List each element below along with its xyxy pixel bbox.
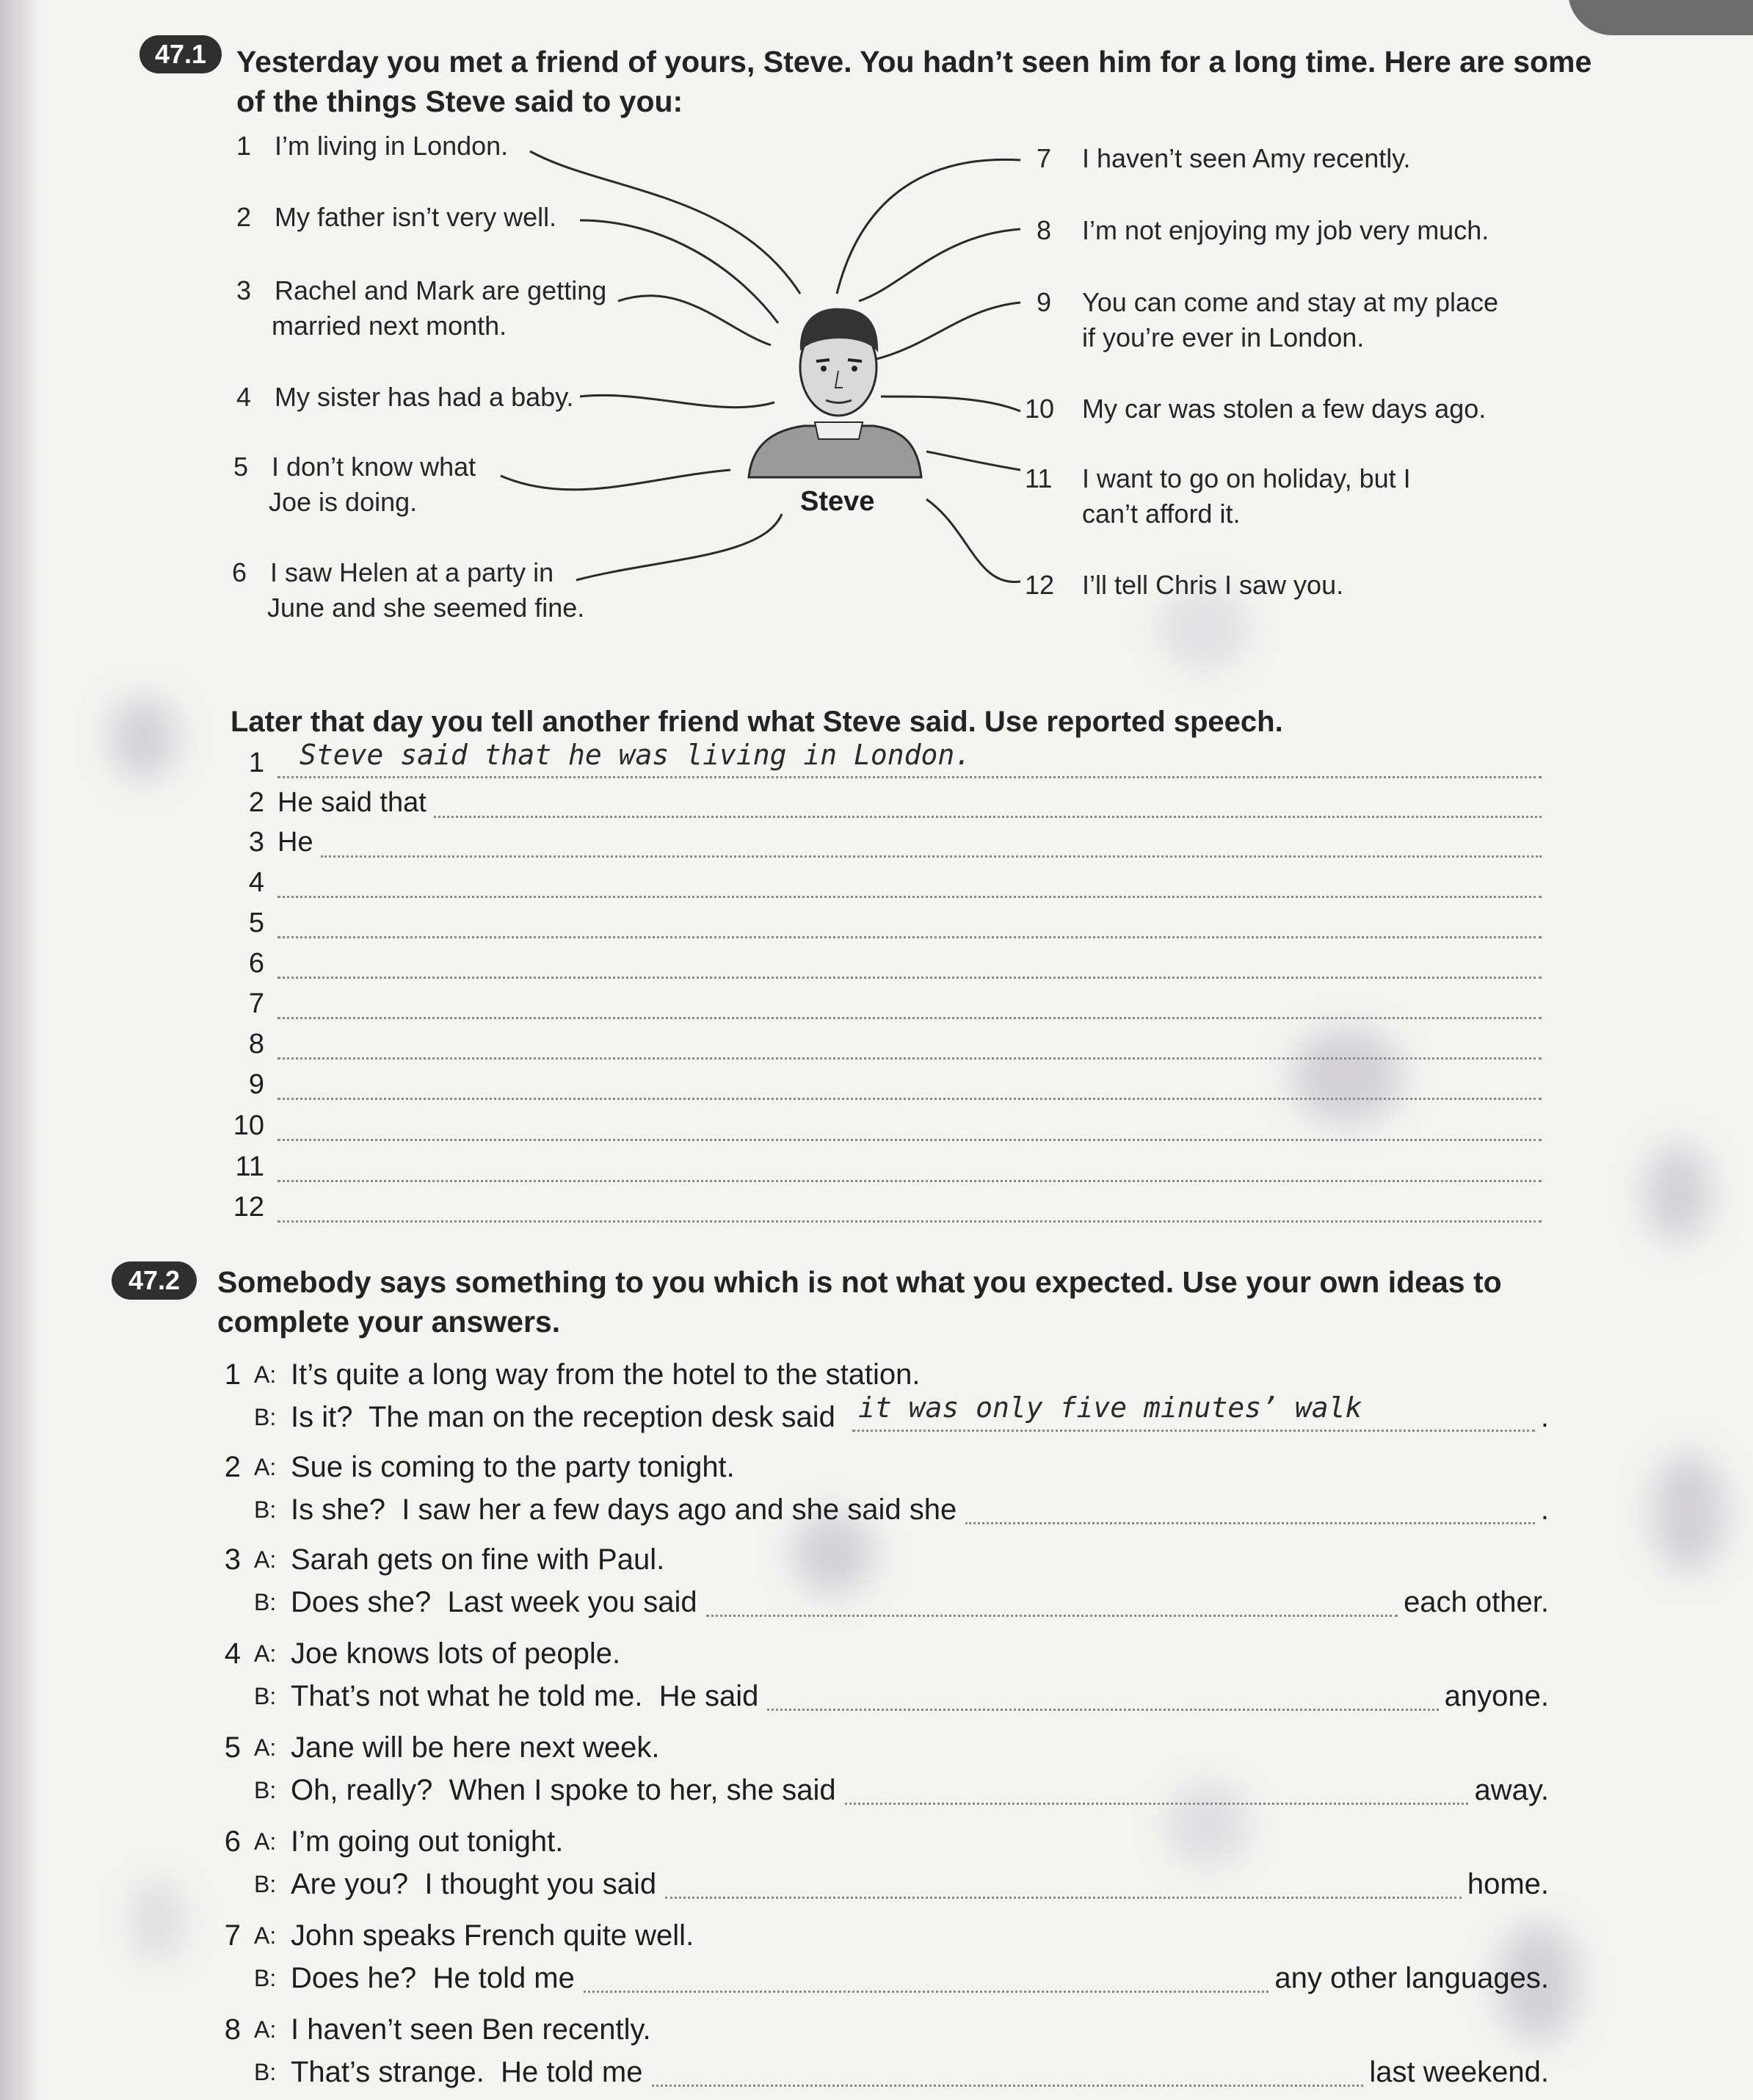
answer-blank[interactable] bbox=[277, 907, 1542, 938]
steve-caption: Steve bbox=[800, 486, 875, 517]
dialogue-number: 1 bbox=[224, 1358, 241, 1391]
speaker-a-label: A: bbox=[254, 1640, 277, 1667]
speaker-a-label: A: bbox=[254, 1828, 277, 1855]
dialogue-number: 8 bbox=[224, 2013, 241, 2046]
answer-number: 5 bbox=[248, 908, 264, 938]
connector-1 bbox=[530, 151, 800, 294]
quote-item bbox=[236, 273, 606, 344]
quote-item bbox=[1037, 141, 1411, 176]
quote-item bbox=[232, 555, 584, 626]
speaker-b-line-end: anyone. bbox=[1444, 1680, 1549, 1712]
quote-item bbox=[233, 449, 476, 520]
quote-text-continued: married next month. bbox=[272, 311, 507, 341]
speaker-b-line: Oh, really? When I spoke to her, she said bbox=[291, 1774, 836, 1806]
answer-number: 11 bbox=[235, 1151, 264, 1182]
speaker-a-label: A: bbox=[254, 2016, 277, 2043]
dialogue-number: 4 bbox=[224, 1637, 241, 1670]
speaker-b-line-end: . bbox=[1540, 1493, 1549, 1526]
speaker-b-line: That’s not what he told me. He said bbox=[291, 1680, 759, 1712]
quote-text: I’m living in London. bbox=[275, 131, 509, 161]
speaker-b-label: B: bbox=[254, 1777, 277, 1803]
quote-item bbox=[1037, 213, 1489, 248]
answer-number: 4 bbox=[248, 867, 264, 898]
speaker-b-line-end: any other languages. bbox=[1274, 1962, 1549, 1994]
answer-number: 2 bbox=[248, 787, 264, 818]
quote-item bbox=[1037, 285, 1498, 355]
dialogue-item bbox=[198, 1632, 1549, 1717]
quote-number: 10 bbox=[1025, 394, 1055, 424]
quote-text: My car was stolen a few days ago. bbox=[1082, 394, 1487, 424]
quote-text: I don’t know what bbox=[272, 452, 476, 482]
dialogue-number: 6 bbox=[224, 1825, 241, 1858]
answer-blank[interactable] bbox=[277, 1109, 1542, 1141]
connector-9 bbox=[874, 303, 1020, 360]
quote-item bbox=[1025, 391, 1486, 427]
dialogue-item bbox=[198, 1538, 1549, 1623]
connector-4 bbox=[580, 395, 774, 407]
quote-item bbox=[236, 380, 574, 415]
speaker-a-label: A: bbox=[254, 1546, 277, 1573]
speaker-b-line-end: last weekend. bbox=[1369, 2056, 1549, 2088]
speaker-b-line-end: each other. bbox=[1404, 1586, 1549, 1618]
dialogue-item bbox=[198, 1820, 1549, 1905]
connector-2 bbox=[580, 220, 778, 323]
response-blank[interactable] bbox=[665, 1867, 1462, 1899]
quote-item bbox=[236, 200, 556, 235]
exercise-badge-47-2: 47.2 bbox=[112, 1261, 197, 1300]
quote-text-continued: if you’re ever in London. bbox=[1082, 322, 1365, 352]
handwritten-answer: Steve said that he was living in London. bbox=[300, 739, 972, 771]
dialogue-item bbox=[198, 1913, 1549, 1999]
speaker-b-line: Is she? I saw her a few days ago and she said she bbox=[291, 1493, 957, 1526]
quote-number: 4 bbox=[236, 382, 252, 412]
quote-number: 8 bbox=[1037, 215, 1052, 245]
speaker-a-line: I haven’t seen Ben recently. bbox=[291, 2013, 651, 2046]
quote-number: 7 bbox=[1037, 143, 1052, 173]
answer-number: 12 bbox=[233, 1192, 264, 1223]
answer-line[interactable] bbox=[198, 944, 1542, 983]
quote-number: 5 bbox=[233, 452, 249, 482]
quote-number: 6 bbox=[232, 557, 247, 587]
answer-line[interactable] bbox=[198, 1024, 1542, 1064]
answer-line[interactable] bbox=[198, 1065, 1542, 1104]
quote-text-continued: June and she seemed fine. bbox=[267, 593, 585, 623]
quote-text: My father isn’t very well. bbox=[275, 202, 557, 232]
response-blank[interactable] bbox=[845, 1773, 1469, 1805]
speaker-a-line: John speaks French quite well. bbox=[291, 1919, 694, 1952]
answer-line[interactable] bbox=[198, 1147, 1542, 1187]
dialogue-item bbox=[198, 2007, 1549, 2093]
quote-text: You can come and stay at my place bbox=[1082, 287, 1498, 317]
answer-number: 10 bbox=[233, 1110, 264, 1141]
dialogue-number: 2 bbox=[224, 1451, 241, 1483]
answer-line[interactable] bbox=[198, 822, 1542, 862]
speaker-a-line: Sue is coming to the party tonight. bbox=[291, 1451, 735, 1483]
quote-item bbox=[236, 128, 508, 164]
connector-5 bbox=[501, 470, 730, 490]
dialogue-number: 5 bbox=[224, 1731, 241, 1764]
quote-text: I’m not enjoying my job very much. bbox=[1082, 215, 1489, 245]
speaker-b-label: B: bbox=[254, 1683, 277, 1709]
connector-12 bbox=[926, 499, 1020, 582]
dialogue-item bbox=[198, 1726, 1549, 1811]
connector-6 bbox=[576, 514, 782, 580]
speaker-a-label: A: bbox=[254, 1454, 277, 1480]
dialogue-number: 3 bbox=[224, 1543, 241, 1576]
exercise-heading-47-1-line2: of the things Steve said to you: bbox=[236, 84, 683, 118]
dialogue-item bbox=[198, 1353, 1549, 1438]
answer-prefix: He bbox=[277, 827, 322, 858]
dialogue-item bbox=[198, 1445, 1549, 1530]
answer-number: 3 bbox=[248, 827, 264, 858]
exercise-heading-47-2-line2: complete your answers. bbox=[217, 1305, 561, 1339]
speaker-a-line: Jane will be here next week. bbox=[291, 1731, 660, 1764]
quote-text: I saw Helen at a party in bbox=[270, 557, 554, 587]
answer-line[interactable] bbox=[198, 903, 1542, 943]
speaker-a-line: It’s quite a long way from the hotel to the station. bbox=[291, 1358, 921, 1391]
connector-10 bbox=[881, 397, 1020, 411]
connector-3 bbox=[618, 296, 771, 345]
quote-number: 3 bbox=[236, 275, 252, 305]
answer-blank[interactable] bbox=[277, 1191, 1542, 1223]
quote-text: I want to go on holiday, but I bbox=[1082, 463, 1411, 493]
steve-portrait-icon bbox=[749, 308, 921, 477]
quote-text: Rachel and Mark are getting bbox=[275, 275, 607, 305]
speaker-a-line: I’m going out tonight. bbox=[291, 1825, 564, 1858]
speaker-b-line-end: home. bbox=[1467, 1868, 1549, 1900]
speaker-b-line: Is it? The man on the reception desk said bbox=[291, 1401, 844, 1433]
answer-blank[interactable] bbox=[277, 1028, 1542, 1060]
answer-blank[interactable] bbox=[277, 1151, 1542, 1182]
speaker-b-label: B: bbox=[254, 1404, 277, 1430]
speaker-a-label: A: bbox=[254, 1922, 277, 1949]
speaker-a-line: Sarah gets on fine with Paul. bbox=[291, 1543, 665, 1576]
answer-blank[interactable] bbox=[321, 826, 1542, 858]
quote-number: 12 bbox=[1025, 570, 1055, 600]
speaker-b-label: B: bbox=[254, 1965, 277, 1991]
speaker-b-line-end: . bbox=[1540, 1401, 1549, 1433]
answer-blank[interactable] bbox=[434, 786, 1542, 818]
quote-text: My sister has had a baby. bbox=[275, 382, 574, 412]
response-blank[interactable] bbox=[965, 1493, 1535, 1524]
speaker-b-line-end: away. bbox=[1474, 1774, 1549, 1806]
answer-blank[interactable] bbox=[277, 866, 1542, 898]
speaker-a-line: Joe knows lots of people. bbox=[291, 1637, 621, 1670]
quote-text-continued: Joe is doing. bbox=[269, 487, 418, 517]
quote-number: 9 bbox=[1037, 287, 1052, 317]
quote-item bbox=[1025, 461, 1411, 532]
speaker-a-label: A: bbox=[254, 1734, 277, 1761]
answer-line[interactable] bbox=[198, 1106, 1542, 1145]
quote-item bbox=[1025, 568, 1343, 603]
answer-number: 6 bbox=[248, 948, 264, 979]
answer-blank[interactable] bbox=[277, 947, 1542, 979]
exercise-heading-47-2-line1: Somebody says something to you which is not what you expected. Use your own ideas to bbox=[217, 1265, 1502, 1299]
quote-text: I haven’t seen Amy recently. bbox=[1082, 143, 1411, 173]
answer-number: 9 bbox=[248, 1069, 264, 1100]
speaker-b-label: B: bbox=[254, 1496, 277, 1523]
answer-line[interactable] bbox=[198, 739, 1542, 783]
connector-8 bbox=[859, 229, 1020, 301]
answer-line[interactable] bbox=[198, 984, 1542, 1024]
response-blank[interactable] bbox=[584, 1961, 1269, 1993]
quote-text: I’ll tell Chris I saw you. bbox=[1082, 570, 1344, 600]
exercise-instruction-47-1: Later that day you tell another friend what Steve said. Use reported speech. bbox=[231, 706, 1283, 738]
quote-number: 1 bbox=[236, 131, 252, 161]
answer-line[interactable] bbox=[198, 1187, 1542, 1227]
answer-number: 1 bbox=[248, 747, 264, 778]
dialogue-number: 7 bbox=[224, 1919, 241, 1952]
answer-prefix: He said that bbox=[277, 787, 435, 818]
handwritten-answer: it was only five minutes’ walk bbox=[858, 1391, 1362, 1424]
speaker-b-line: Does she? Last week you said bbox=[291, 1586, 697, 1618]
connector-7 bbox=[837, 159, 1020, 294]
response-blank[interactable] bbox=[652, 2055, 1364, 2087]
connector-11 bbox=[926, 452, 1020, 470]
speaker-b-line: Are you? I thought you said bbox=[291, 1868, 657, 1900]
response-blank[interactable] bbox=[706, 1585, 1398, 1617]
answer-number: 7 bbox=[248, 988, 264, 1019]
speaker-b-line: Does he? He told me bbox=[291, 1962, 575, 1994]
answer-number: 8 bbox=[248, 1029, 264, 1060]
answer-blank[interactable] bbox=[277, 739, 1542, 778]
answer-blank[interactable] bbox=[277, 1068, 1542, 1100]
quote-number: 2 bbox=[236, 202, 252, 232]
speaker-b-label: B: bbox=[254, 1871, 277, 1897]
response-blank[interactable] bbox=[852, 1391, 1535, 1432]
answer-line[interactable] bbox=[198, 783, 1542, 822]
exercise-badge-47-1: 47.1 bbox=[139, 35, 222, 73]
exercise-heading-47-1-line1: Yesterday you met a friend of yours, Steve. You hadn’t seen him for a long time. Here are some bbox=[236, 45, 1592, 79]
response-blank[interactable] bbox=[767, 1679, 1438, 1711]
speaker-b-line: That’s strange. He told me bbox=[291, 2056, 643, 2088]
quote-text-continued: can’t afford it. bbox=[1082, 499, 1241, 529]
speaker-b-label: B: bbox=[254, 2059, 277, 2085]
answer-line[interactable] bbox=[198, 863, 1542, 902]
speaker-a-label: A: bbox=[254, 1361, 277, 1388]
speaker-b-label: B: bbox=[254, 1589, 277, 1615]
answer-blank[interactable] bbox=[277, 988, 1542, 1019]
quote-number: 11 bbox=[1025, 463, 1053, 493]
